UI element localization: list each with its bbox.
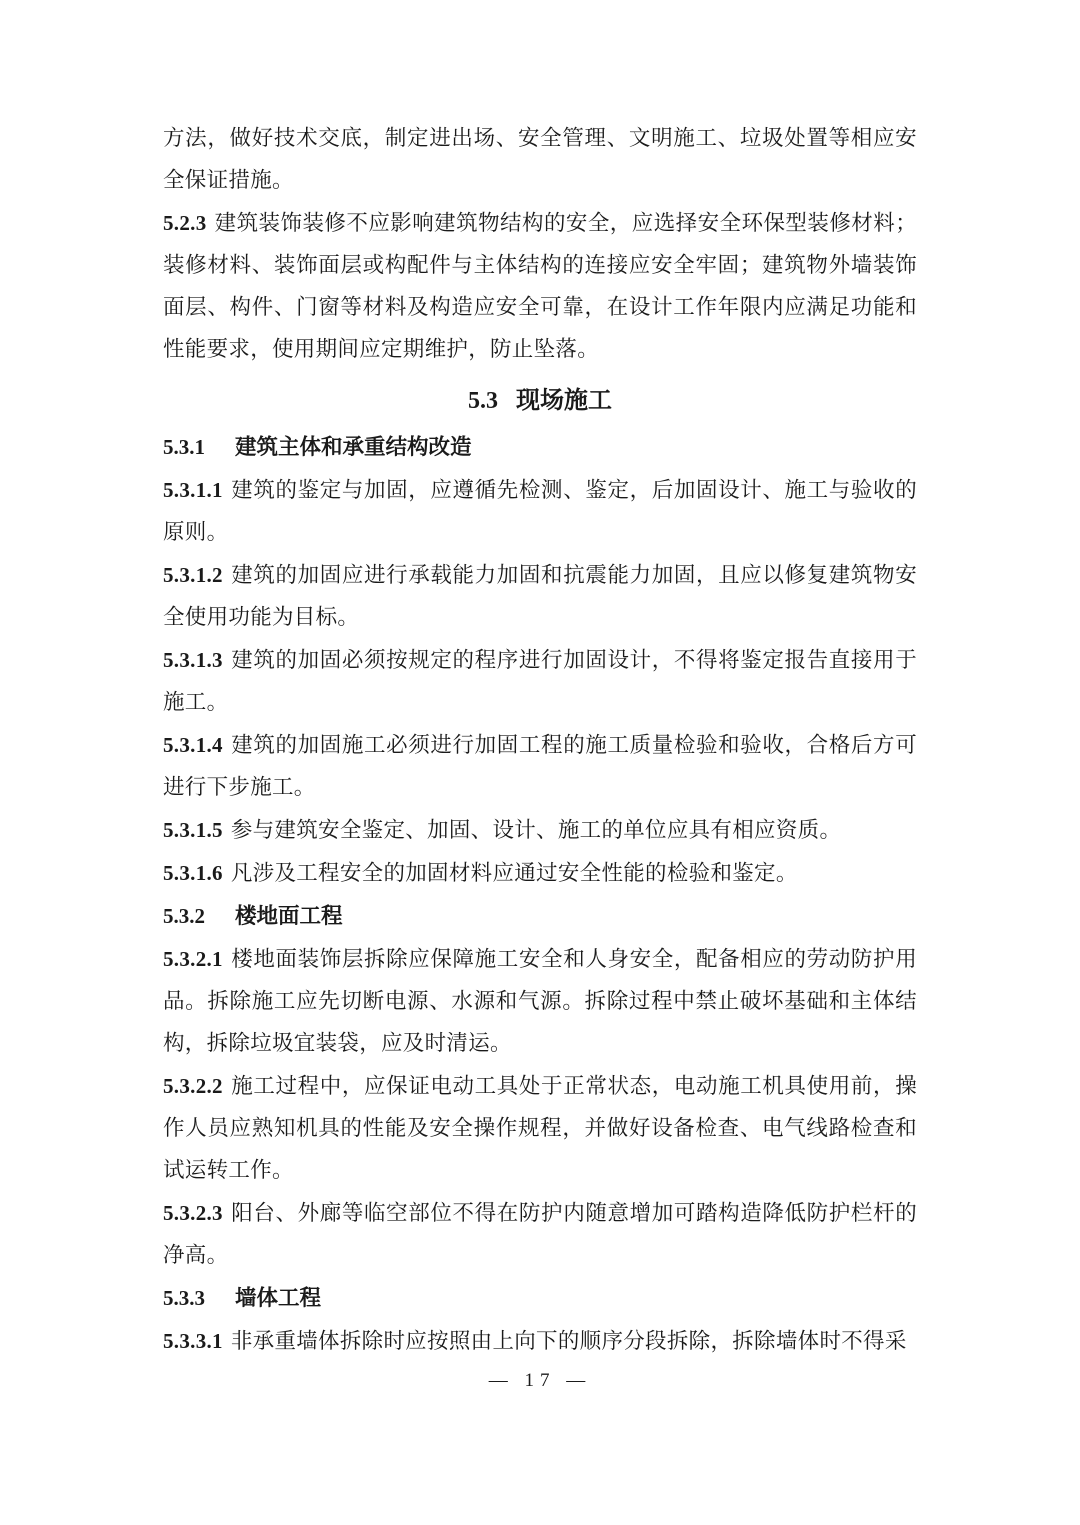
- clause-text: 建筑装饰装修不应影响建筑物结构的安全，应选择安全环保型装修材料；装修材料、装饰面层或构配件与主体结构的连接应安全牢固；建筑物外墙装饰面层、构件、门窗等材料及构造应安全可靠，在设计工作年限内应满足功能和性能要求，使用期间应定期维护，防止坠落。: [163, 211, 917, 362]
- clause-text: 建筑的鉴定与加固，应遵循先检测、鉴定，后加固设计、施工与验收的原则。: [163, 478, 917, 545]
- clause-number: 5.2.3: [163, 211, 207, 235]
- subsection-title: 墙体工程: [235, 1286, 322, 1311]
- clause-number: 5.3.1.1: [163, 478, 223, 502]
- clause-text: 非承重墙体拆除时应按照由上向下的顺序分段拆除，拆除墙体时不得采: [230, 1329, 907, 1354]
- clause-5-3-2-3: [163, 1192, 917, 1277]
- clause-text: 建筑的加固施工必须进行加固工程的施工质量检验和验收，合格后方可进行下步施工。: [163, 733, 917, 800]
- subsection-heading-5-3-3: [163, 1277, 917, 1320]
- subsection-number: 5.3.1: [163, 435, 205, 459]
- subsection-title: 楼地面工程: [235, 904, 343, 929]
- clause-number: 5.3.1.6: [163, 861, 223, 885]
- subsection-number: 5.3.2: [163, 904, 205, 928]
- paragraph-text: 方法，做好技术交底，制定进出场、安全管理、文明施工、垃圾处置等相应安全保证措施。: [163, 126, 917, 193]
- clause-text: 参与建筑安全鉴定、加固、设计、施工的单位应具有相应资质。: [230, 818, 842, 843]
- clause-number: 5.3.1.4: [163, 733, 223, 757]
- clause-5-2-3: [163, 202, 917, 371]
- clause-number: 5.3.3.1: [163, 1329, 223, 1353]
- clause-5-3-2-2: [163, 1065, 917, 1192]
- clause-5-3-1-3: [163, 639, 917, 724]
- clause-number: 5.3.2.1: [163, 947, 223, 971]
- subsection-title: 建筑主体和承重结构改造: [235, 435, 472, 460]
- clause-5-3-3-1: [163, 1320, 917, 1363]
- clause-number: 5.3.1.5: [163, 818, 223, 842]
- clause-number: 5.3.1.3: [163, 648, 223, 672]
- section-heading-5-3: [163, 377, 917, 424]
- clause-5-3-1-1: [163, 469, 917, 554]
- page-number: — 17 —: [488, 1370, 592, 1391]
- clause-5-3-1-4: [163, 724, 917, 809]
- clause-number: 5.3.2.2: [163, 1074, 223, 1098]
- clause-text: 阳台、外廊等临空部位不得在防护内随意增加可踏构造降低防护栏杆的净高。: [163, 1201, 917, 1268]
- paragraph: [163, 118, 917, 202]
- clause-text: 楼地面装饰层拆除应保障施工安全和人身安全，配备相应的劳动防护用品。拆除施工应先切断电源、水源和气源。拆除过程中禁止破坏基础和主体结构，拆除垃圾宜装袋，应及时清运。: [163, 947, 917, 1056]
- subsection-heading-5-3-2: [163, 895, 917, 938]
- clause-5-3-1-6: [163, 852, 917, 895]
- section-title: 现场施工: [516, 386, 612, 414]
- section-number: 5.3: [468, 388, 498, 414]
- document-body: [163, 118, 917, 1363]
- clause-text: 建筑的加固应进行承载能力加固和抗震能力加固，且应以修复建筑物安全使用功能为目标。: [163, 563, 917, 630]
- clause-5-3-1-5: [163, 809, 917, 852]
- clause-text: 建筑的加固必须按规定的程序进行加固设计，不得将鉴定报告直接用于施工。: [163, 648, 917, 715]
- clause-5-3-1-2: [163, 554, 917, 639]
- clause-text: 施工过程中，应保证电动工具处于正常状态，电动施工机具使用前，操作人员应熟知机具的性能及安全操作规程，并做好设备检查、电气线路检查和试运转工作。: [163, 1074, 917, 1183]
- clause-number: 5.3.2.3: [163, 1201, 223, 1225]
- subsection-number: 5.3.3: [163, 1286, 205, 1310]
- subsection-heading-5-3-1: [163, 426, 917, 469]
- clause-text: 凡涉及工程安全的加固材料应通过安全性能的检验和鉴定。: [230, 861, 798, 886]
- clause-number: 5.3.1.2: [163, 563, 223, 587]
- clause-5-3-2-1: [163, 938, 917, 1065]
